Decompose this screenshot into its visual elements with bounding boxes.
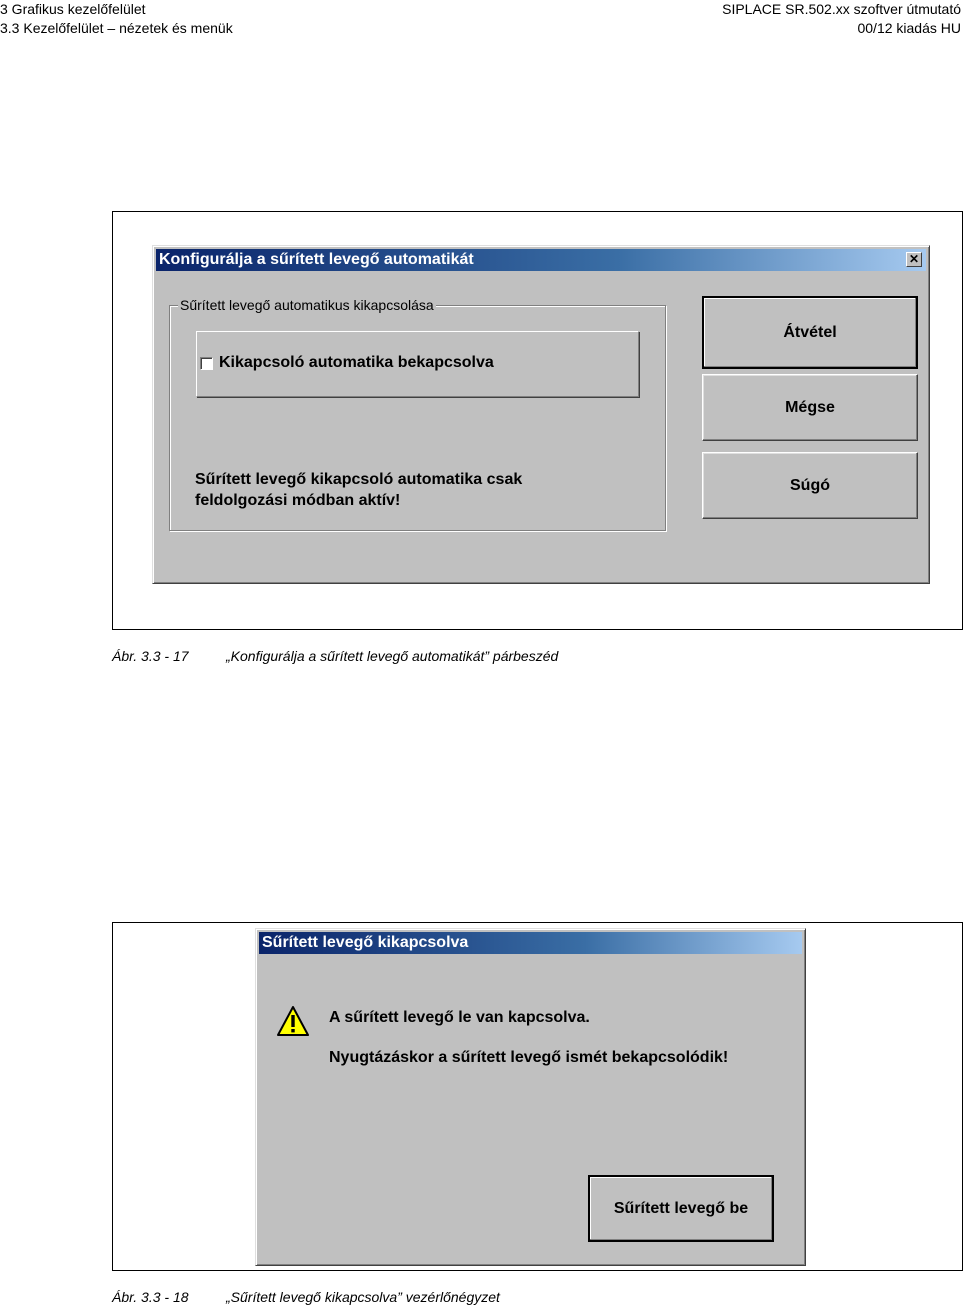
mode-note-line1: Sűrített levegő kikapcsoló automatika csak (195, 471, 523, 488)
figure-1-frame (112, 211, 963, 630)
auto-shutoff-group (169, 297, 666, 531)
accept-button[interactable]: Átvétel (702, 296, 918, 369)
chapter-title: 3 Grafikus kezelőfelület (0, 1, 146, 17)
figure-2-caption (112, 1289, 500, 1305)
page-header-left (0, 0, 233, 38)
figure-1-caption (112, 648, 558, 664)
edition-label: 00/12 kiadás HU (857, 20, 961, 36)
air-on-button[interactable]: Sűrített levegő be (588, 1175, 774, 1242)
group-label: Sűrített levegő automatikus kikapcsolása (180, 297, 434, 313)
page-header-right (722, 0, 961, 38)
dialog-titlebar (156, 249, 926, 271)
figure-1-number: Ábr. 3.3 - 17 (112, 648, 189, 664)
configure-air-dialog (152, 245, 930, 584)
warning-icon (276, 1004, 310, 1038)
dialog-title: Konfigurálja a sűrített levegő automatikát (159, 251, 474, 268)
section-title: 3.3 Kezelőfelület – nézetek és menük (0, 20, 233, 36)
close-icon[interactable]: ✕ (906, 252, 922, 267)
manual-title: SIPLACE SR.502.xx szoftver útmutató (722, 1, 961, 17)
figure-2-number: Ábr. 3.3 - 18 (112, 1289, 189, 1305)
checkbox-panel (196, 331, 639, 397)
air-off-dialog (255, 928, 806, 1266)
auto-shutoff-checkbox[interactable] (200, 357, 213, 370)
figure-2-text: „Sűrített levegő kikapcsolva” vezérlőnégyzet (226, 1289, 500, 1305)
message-line-2: Nyugtázáskor a sűrített levegő ismét bekapcsolódik! (329, 1049, 729, 1066)
checkbox-label: Kikapcsoló automatika bekapcsolva (219, 354, 494, 371)
dialog-title: Sűrített levegő kikapcsolva (262, 934, 469, 951)
figure-1-text: „Konfigurálja a sűrített levegő automatikát” párbeszéd (226, 648, 559, 664)
figure-2-frame (112, 922, 963, 1271)
cancel-button[interactable]: Mégse (702, 374, 918, 441)
mode-note (195, 469, 522, 511)
dialog-titlebar (259, 932, 802, 954)
mode-note-line2: feldolgozási módban aktív! (195, 492, 401, 509)
message-line-1: A sűrített levegő le van kapcsolva. (329, 1009, 590, 1026)
help-button[interactable]: Súgó (702, 452, 918, 519)
